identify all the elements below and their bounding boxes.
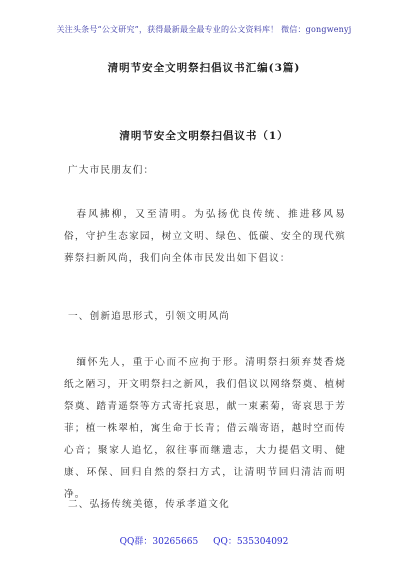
document-title: 清明节安全文明祭扫倡议书汇编(3篇) bbox=[107, 62, 301, 74]
heading-two: 二、弘扬传统美德，传承孝道文化 bbox=[68, 499, 230, 510]
header-banner: 关注头条号“公文研究”，获得最新最全最专业的公文资料库！ 微信：gongwenyj bbox=[56, 25, 352, 34]
salutation: 广大市民朋友们： bbox=[68, 165, 155, 176]
heading-one: 一、创新追思形式，引领文明风尚 bbox=[68, 311, 230, 322]
footer-qq-group: QQ群：30265665 bbox=[119, 537, 199, 547]
footer-qq: QQ：535304092 bbox=[213, 537, 289, 547]
paragraph-intro: 春风拂柳，又至清明。为弘扬优良传统、推进移风易俗，守护生态家园，树立文明、绿色、低碳、安全的现代殡葬祭扫新风尚，我们向全体市民发出如下倡议： bbox=[64, 209, 346, 264]
paragraph-body: 缅怀先人，重于心而不应拘于形。清明祭扫须弃焚香烧纸之陋习，开文明祭扫之新风，我们倡议以网络祭奠、植树祭奠、踏青遥祭等方式寄托哀思，献一束素菊，寄哀思于芳菲；植一株翠柏，寓生命于长青；借云端寄语，越时空而传心音；聚家人追忆，叙往事而继遗志，大力提倡文明、健康、环保、回归自然的祭扫方式，让清明节回归清洁而明净。 bbox=[64, 357, 346, 500]
footer-contacts bbox=[0, 534, 408, 547]
section-title: 清明节安全文明祭扫倡议书（1） bbox=[119, 130, 289, 142]
